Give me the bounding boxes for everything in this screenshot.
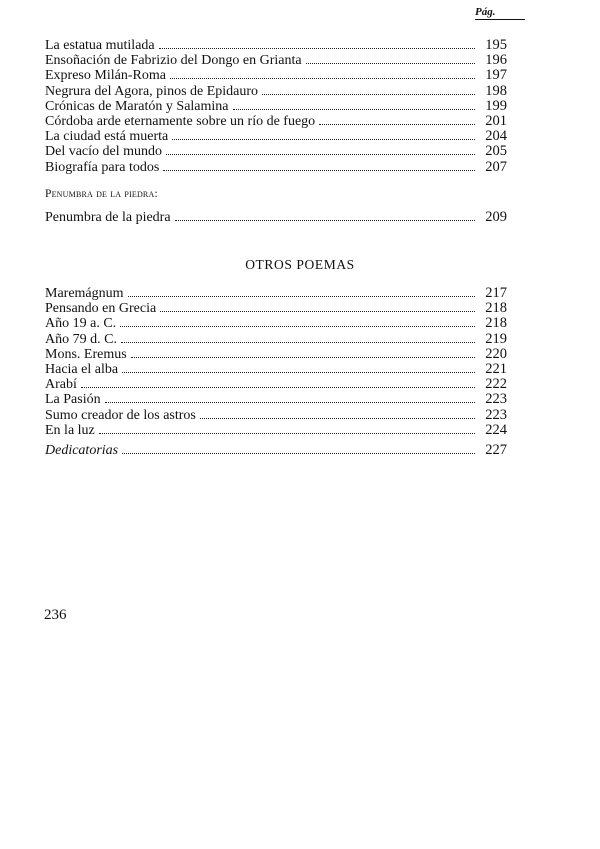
leader-dots (233, 99, 475, 110)
toc-entry-title: Negrura del Agora, pinos de Epidauro (45, 83, 259, 99)
toc-entry-title: Maremágnum (45, 286, 124, 301)
toc-block-1 (45, 38, 507, 175)
toc-entry-title: Hacia el alba (45, 361, 119, 377)
toc-entry-title: La Pasión (45, 392, 101, 408)
toc-entry-page: 198 (485, 82, 507, 99)
toc-entry-page: 197 (485, 67, 507, 84)
toc-entry (45, 301, 507, 316)
toc-entry (45, 160, 507, 175)
toc-entry (45, 286, 507, 301)
leader-dots (121, 332, 475, 343)
toc-entry-page: 222 (485, 376, 507, 393)
toc-entry-page: 217 (485, 285, 507, 301)
toc-entry-page: 199 (485, 97, 507, 114)
toc-entry-title: Expreso Milán-Roma (45, 68, 166, 84)
leader-dots (122, 443, 475, 454)
toc-entry (45, 53, 507, 68)
leader-dots (128, 286, 475, 297)
toc-entry (45, 129, 507, 144)
leader-dots (172, 129, 475, 140)
toc-entry-page: 223 (485, 391, 507, 408)
toc-entry-title: Dedicatorias (45, 442, 119, 458)
toc-entry-dedicatorias (45, 443, 507, 458)
page-column-header: Pág. (475, 6, 525, 20)
toc-entry-title: Arabí (45, 377, 77, 393)
section-heading-penumbra: Penumbra de la piedra: (45, 188, 158, 200)
leader-dots (163, 160, 475, 171)
toc-entry (45, 68, 507, 83)
folio-page-number: 236 (44, 607, 67, 623)
toc-entry-page: 201 (485, 112, 507, 129)
toc-entry-title: Año 19 a. C. (45, 316, 117, 332)
toc-entry (45, 316, 507, 331)
toc-entry-title: La estatua mutilada (45, 38, 155, 53)
leader-dots (159, 38, 475, 49)
toc-entry (45, 99, 507, 114)
toc-entry-title: Penumbra de la piedra (45, 210, 171, 225)
leader-dots (170, 68, 475, 79)
toc-entry-page: 205 (485, 143, 507, 160)
toc-entry (45, 332, 507, 347)
toc-entry (45, 347, 507, 362)
toc-block-otros-poemas (45, 286, 507, 458)
toc-entry-page: 220 (485, 345, 507, 362)
leader-dots (99, 423, 475, 434)
toc-entry (45, 38, 507, 53)
toc-entry-page: 207 (485, 158, 507, 175)
leader-dots (105, 392, 475, 403)
leader-dots (175, 210, 475, 221)
toc-entry-page: 223 (485, 406, 507, 423)
leader-dots (166, 144, 475, 155)
toc-entry-page: 221 (485, 360, 507, 377)
toc-entry-page: 195 (485, 37, 507, 53)
toc-entry (45, 144, 507, 159)
leader-dots (122, 362, 475, 373)
leader-dots (131, 347, 475, 358)
toc-entry-page: 219 (485, 330, 507, 347)
toc-entry-page: 227 (485, 441, 507, 458)
toc-entry (45, 408, 507, 423)
toc-entry-title: Ensoñación de Fabrizio del Dongo en Grianta (45, 53, 302, 69)
leader-dots (81, 377, 475, 388)
toc-block-penumbra (45, 210, 507, 225)
toc-entry-page: 218 (485, 315, 507, 332)
toc-entry (45, 84, 507, 99)
toc-entry-page: 209 (485, 209, 507, 225)
toc-entry-title: Año 79 d. C. (45, 331, 117, 347)
toc-entry (45, 423, 507, 438)
toc-entry (45, 392, 507, 407)
leader-dots (262, 84, 475, 95)
leader-dots (319, 114, 475, 125)
toc-entry-title: Córdoba arde eternamente sobre un río de fuego (45, 113, 316, 129)
toc-entry-page: 204 (485, 128, 507, 145)
toc-entry (45, 114, 507, 129)
toc-entry-title: Mons. Eremus (45, 346, 127, 362)
toc-entry-title: Crónicas de Maratón y Salamina (45, 98, 229, 114)
toc-entry (45, 210, 507, 225)
toc-entry-title: Sumo creador de los astros (45, 407, 196, 423)
toc-entry (45, 377, 507, 392)
toc-entry-page: 218 (485, 300, 507, 317)
leader-dots (306, 53, 475, 64)
toc-entry (45, 362, 507, 377)
leader-dots (200, 408, 475, 419)
toc-entry-title: Del vacío del mundo (45, 144, 163, 160)
toc-entry-title: La ciudad está muerta (45, 129, 169, 145)
section-heading-otros-poemas: OTROS POEMAS (245, 257, 355, 272)
leader-dots (120, 316, 475, 327)
toc-entry-title: Pensando en Grecia (45, 301, 157, 317)
leader-dots (160, 301, 475, 312)
toc-entry-title: En la luz (45, 422, 95, 438)
toc-entry-title: Biografía para todos (45, 159, 160, 175)
toc-entry-page: 196 (485, 52, 507, 69)
toc-entry-page: 224 (485, 421, 507, 438)
